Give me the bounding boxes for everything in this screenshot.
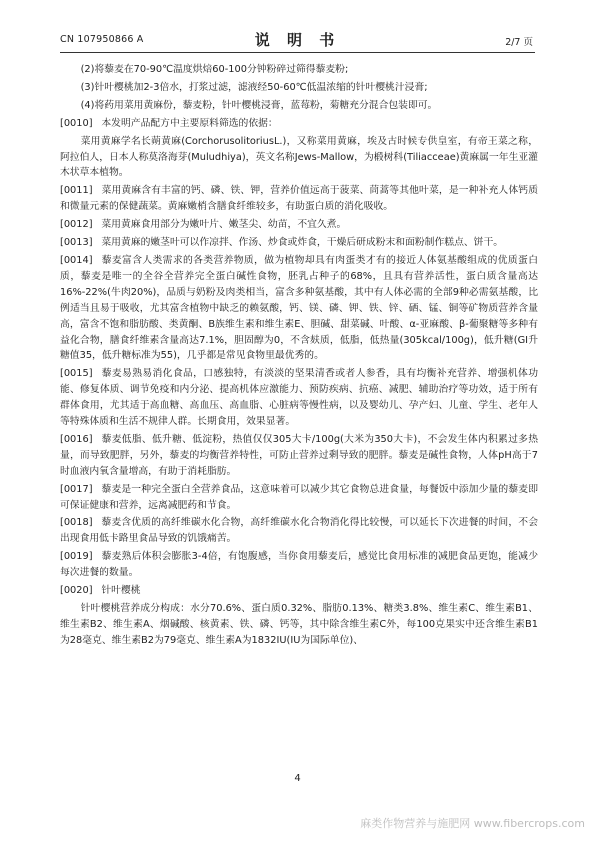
watermark: 麻类作物营养与施肥网 www.fibercrops.com — [360, 817, 585, 830]
paragraph — [60, 253, 538, 364]
paragraph-text: (4)将药用菜用黄麻份，藜麦粉，针叶樱桃浸膏，蓝莓粉，菊糖充分混合包装即可。 — [80, 99, 438, 111]
paragraph — [60, 62, 538, 78]
paragraph-number: [0019] — [60, 551, 93, 563]
page-number: 4 — [294, 773, 301, 784]
paragraph-number: [0016] — [60, 433, 93, 445]
paragraph-text: 菜用黄麻食用部分为嫩叶片、嫩茎尖、幼苗，不宜久煮。 — [101, 219, 347, 231]
paragraph — [60, 482, 538, 514]
paragraph-number: [0014] — [60, 254, 93, 266]
paragraph — [60, 217, 538, 233]
paragraph-text: 本发明产品配方中主要原料筛选的依据： — [101, 117, 278, 129]
paragraph-number: [0012] — [60, 219, 93, 231]
paragraph — [60, 134, 538, 182]
paragraph — [60, 601, 538, 649]
paragraph-text: 藜麦富含人类需求的各类营养物质，做为植物却具有肉蛋类才有的接近人体氨基酸组成的优质蛋白质，藜麦是唯一的全谷全营养完全蛋白碱性食物，胚乳占种子的68%，且具有营养活性，蛋白质含量高达16%-22%(牛肉20%)，品质与奶粉及肉类相当，富含多种氨基酸，其中有人体必需的全部9种必需氨基酸，比例适当且易于吸收，尤其富含植物中缺乏的赖氨酸，钙、镁、磷、钾、铁、锌、硒、锰、铜等矿物质营养含量高，富含不饱和脂肪酸、类黄酮、B族维生素和维生素E、胆碱、甜菜碱、叶酸、α-亚麻酸、β-葡聚糖等多种有益化合物，膳食纤维素含量高达7.1%，胆固醇为0，不含麸质，低脂，低热量(305kcal/100g)，低升糖(GI升糖值35，低升糖标准为55)，几乎都是常见食物里最优秀的。 — [60, 254, 538, 362]
header-divider — [60, 52, 535, 53]
document-body — [60, 62, 538, 651]
paragraph — [60, 432, 538, 480]
paragraph-text: 菜用黄麻的嫩茎叶可以作凉拌、作汤、炒食或炸食，干燥后研成粉末和面粉制作糕点、饼干。 — [101, 237, 504, 249]
paragraph-text: 针叶樱桃 — [101, 585, 141, 597]
paragraph-text: 藜麦低脂、低升糖、低淀粉，热值仅仅305大卡/100g(大米为350大卡)，不会发生体内积累过多热量，而导致肥胖，另外，藜麦的均衡营养特性，可防止营养过剩导致的肥胖。藜麦是碱性食物，人体pH高于7时血液内氧含量增高，有助于消耗脂肪。 — [60, 433, 538, 477]
paragraph — [60, 80, 538, 96]
paragraph-number: [0011] — [60, 185, 93, 197]
paragraph — [60, 549, 538, 581]
page-info: 2/7 页 — [505, 37, 533, 48]
paragraph — [60, 515, 538, 547]
paragraph-number: [0010] — [60, 117, 93, 129]
document-title: 说 明 书 — [254, 31, 341, 49]
paragraph-text: 菜用黄麻学名长蒴黄麻(CorchorusolitoriusL.)，又称菜用黄麻，埃及古时候专供皇室，有帝王菜之称，阿拉伯人，日本人称莫洛海芽(Muludhiya)，英文名称Jews-Mallow，为椴树科(Tiliacceae)黄麻属一年生亚灌木状草本植物。 — [60, 135, 538, 179]
paragraph-text: 藜麦易熟易消化食品，口感独特，有淡淡的坚果清香或者人参香，具有均衡补充营养、增强机体功能、修复体质、调节免疫和内分泌、提高机体应激能力、预防疾病、抗癌、减肥、辅助治疗等功效，适于所有群体食用，尤其适于高血糖、高血压、高血脂、心脏病等慢性病，以及婴幼儿、孕产妇、儿童、学生、老年人等特殊体质和生活不规律人群。长期食用，效果显著。 — [60, 368, 538, 428]
publication-number: CN 107950866 A — [60, 34, 144, 45]
paragraph-text: (2)将藜麦在70-90℃温度烘焙60-100分钟粉碎过筛得藜麦粉; — [80, 64, 349, 75]
paragraph — [60, 235, 538, 251]
paragraph-text: 藜麦是一种完全蛋白全营养食品，这意味着可以减少其它食物总进食量，每餐饭中添加少量的藜麦即可保证健康和营养，远离减肥药和节食。 — [60, 483, 538, 511]
paragraph-number: [0017] — [60, 483, 93, 495]
paragraph-text: 藜麦含优质的高纤维碳水化合物，高纤维碳水化合物消化得比较慢，可以延长下次进餐的时间，不会出现食用低卡路里食品导致的饥饿痛苦。 — [60, 517, 538, 545]
paragraph-text: (3)针叶樱桃加2-3倍水，打浆过滤，滤液经50-60℃低温浓缩的针叶樱桃汁浸膏; — [80, 81, 428, 93]
paragraph-number: [0020] — [60, 585, 93, 597]
paragraph-number: [0013] — [60, 237, 93, 249]
paragraph — [60, 98, 538, 114]
paragraph-text: 针叶樱桃营养成分构成：水分70.6%、蛋白质0.32%、脂肪0.13%、糖类3.8%、维生素C、维生素B1、维生素B2、维生素A、烟碱酸、核黄素、铁、磷、钙等，其中除含维生素C外，每100克果实中还含维生素B1为28毫克、维生素B2为79毫克、维生素A为1832IU(IU为国际单位)、 — [60, 603, 538, 646]
paragraph-text: 藜麦熟后体积会膨胀3-4倍，有饱腹感，当你食用藜麦后，感觉比食用标准的减肥食品更饱，能减少每次进餐的数量。 — [60, 551, 538, 579]
paragraph-number: [0015] — [60, 368, 93, 380]
paragraph — [60, 583, 538, 599]
paragraph-text: 菜用黄麻含有丰富的钙、磷、铁、钾，营养价值远高于菠菜、茼蒿等其他叶菜，是一种补充人体钙质和微量元素的保健蔬菜。黄麻嫩梢含膳食纤维较多，有助蛋白质的消化吸收。 — [60, 185, 538, 213]
paragraph-number: [0018] — [60, 517, 93, 529]
paragraph — [60, 116, 538, 132]
paragraph — [60, 183, 538, 215]
paragraph — [60, 366, 538, 430]
